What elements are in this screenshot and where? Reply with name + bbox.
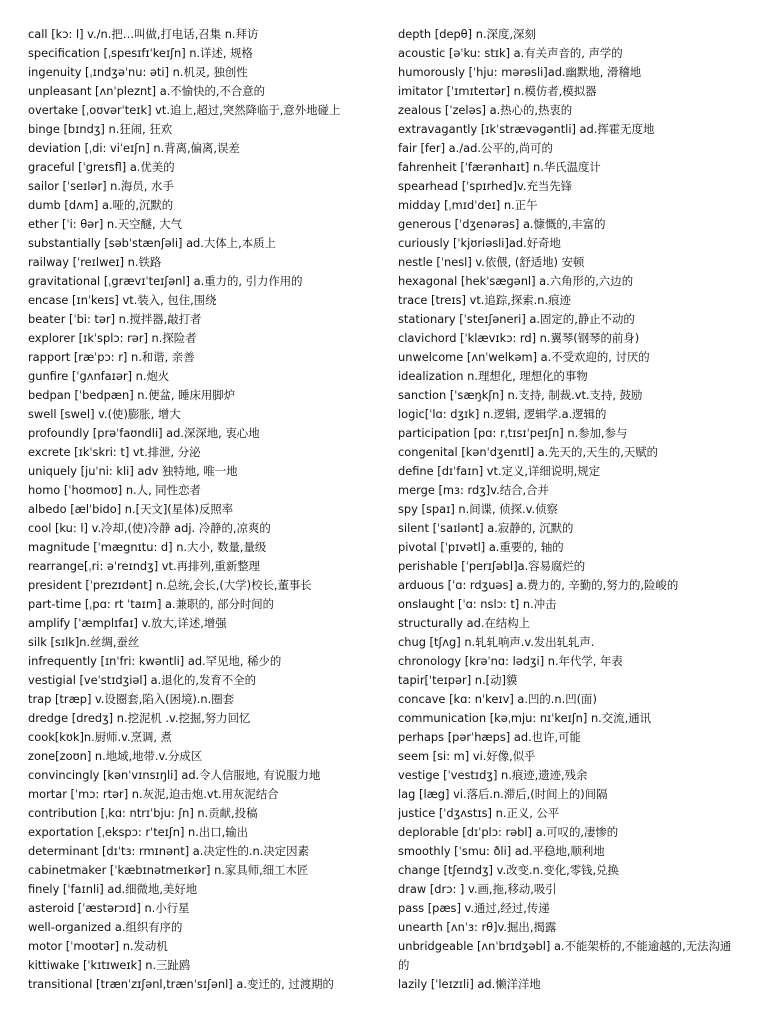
vocab-entry: draw [drɔ: ] v.画,拖,移动,吸引 (398, 882, 557, 896)
vocab-entry: nestle [ˈnesl] v.依偎, (舒适地) 安顿 (398, 255, 585, 269)
vocab-entry: fair [fer] a./ad.公平的,尚可的 (398, 141, 553, 155)
vocab-entry: silk [sɪlk]n.丝绸,蚕丝 (28, 635, 140, 649)
vocab-entry: graceful [ˈgreɪsfl] a.优美的 (28, 160, 175, 174)
vocab-entry: change [tʃeɪndʒ] v.改变.n.变化,零钱,兑换 (398, 863, 619, 877)
vocab-entry: spy [spaɪ] n.间谍, 侦探.v.侦察 (398, 502, 558, 516)
vocab-entry: rapport [ræˈpɔ: r] n.和谐, 亲善 (28, 350, 195, 364)
vocab-entry: acoustic [əˈku: stɪk] a.有关声音的, 声学的 (398, 46, 623, 60)
vocab-entry: onslaught [ˈɑ: nslɔ: t] n.冲击 (398, 597, 557, 611)
vocab-entry: gravitational [ˌgrævɪˈteɪʃənl] a.重力的, 引力作用的 (28, 274, 303, 288)
vocab-entry: beater [ˈbi: tər] n.搅拌器,敲打者 (28, 312, 202, 326)
vocab-entry: explorer [ɪkˈsplɔ: rər] n.探险者 (28, 331, 197, 345)
vocab-entry: concave [kɑ: nˈkeɪv] a.凹的.n.凹(面) (398, 692, 597, 706)
vocab-entry: call [kɔ: l] v./n.把…叫做,打电话,召集 n.拜访 (28, 27, 259, 41)
vocab-entry: justice [ˈdʒʌstɪs] n.正义, 公平 (398, 806, 560, 820)
vocab-entry: rearrange[ˌri: əˈreɪndʒ] vt.再排列,重新整理 (28, 559, 260, 573)
vocab-entry: determinant [dɪˈtɜ: rmɪnənt] a.决定性的.n.决定因素 (28, 844, 309, 858)
vocab-entry: amplify [ˈæmplɪfaɪ] v.放大,详述,增强 (28, 616, 227, 630)
vocab-entry: clavichord [ˈklævɪkɔ: rd] n.翼琴(钢琴的前身) (398, 331, 640, 345)
vocab-entry: kittiwake [ˈkɪtɪweɪk] n.三趾鸥 (28, 958, 191, 972)
vocab-entry: magnitude [ˈmægnɪtu: d] n.大小, 数量,量级 (28, 540, 267, 554)
vocab-entry: pivotal [ˈpɪvətl] a.重要的, 轴的 (398, 540, 564, 554)
vocab-entry: mortar [ˈmɔ: rtər] n.灰泥,迫击炮.vt.用灰泥结合 (28, 787, 279, 801)
vocab-entry: unpleasant [ʌnˈpleznt] a.不愉快的,不合意的 (28, 84, 266, 98)
vocab-entry: swell [swel] v.(使)膨胀, 增大 (28, 407, 181, 421)
vocab-entry: lazily [ˈleɪzɪli] ad.懒洋洋地 (398, 977, 541, 991)
vocab-entry: tapir[ˈteɪpər] n.[动]貘 (398, 673, 518, 687)
vocab-entry: homo [ˈhoʊmoʊ] n.人, 同性恋者 (28, 483, 201, 497)
vocab-entry: pass [pæs] v.通过,经过,传递 (398, 901, 550, 915)
vocab-entry: midday [ˌmɪdˈdeɪ] n.正午 (398, 198, 538, 212)
vocab-entry: generous [ˈdʒenərəs] a.慷慨的,丰富的 (398, 217, 606, 231)
vocab-entry: profoundly [prəˈfaʊndli] ad.深深地, 衷心地 (28, 426, 260, 440)
vocab-entry: unwelcome [ʌnˈwelkəm] a.不受欢迎的, 讨厌的 (398, 350, 650, 364)
vocab-entry: exportation [ˌekspɔ: rˈteɪʃn] n.出口,输出 (28, 825, 249, 839)
vocab-entry: communication [kəˌmju: nɪˈkeɪʃn] n.交流,通讯 (398, 711, 651, 725)
vocab-entry: perishable [ˈperɪʃəbl]a.容易腐烂的 (398, 559, 586, 573)
vocab-entry: chug [tʃʌg] n.轧轧响声.v.发出轧轧声. (398, 635, 595, 649)
vocab-entry: cook[kʊk]n.厨师.v.烹调, 煮 (28, 730, 173, 744)
vocab-entry: sailor [ˈseɪlər] n.海员, 水手 (28, 179, 174, 193)
left-column (28, 25, 376, 994)
vocab-entry: hexagonal [hekˈsægənl] a.六角形的,六边的 (398, 274, 634, 288)
vocab-entry: cabinetmaker [ˈkæbɪnətmeɪkər] n.家具师,细工木匠 (28, 863, 309, 877)
vocab-entry: idealization n.理想化, 理想化的事物 (398, 369, 588, 383)
vocab-entry: unearth [ʌnˈɜ: rθ]v.掘出,揭露 (398, 920, 557, 934)
vocab-entry: structurally ad.在结构上 (398, 616, 530, 630)
vocab-entry: smoothly [ˈsmu: ðli] ad.平稳地,顺利地 (398, 844, 605, 858)
vocab-entry: excrete [ɪkˈskri: t] vt.排泄, 分泌 (28, 445, 201, 459)
vocab-entry: deviation [ˌdi: viˈeɪʃn] n.背离,偏离,误差 (28, 141, 240, 155)
vocab-entry: trap [træp] v.设圈套,陷入(困境).n.圈套 (28, 692, 235, 706)
vocab-entry: infrequently [ɪnˈfri: kwəntli] ad.罕见地, 稀少的 (28, 654, 282, 668)
vocab-entry: albedo [ælˈbido] n.[天文](星体)反照率 (28, 502, 234, 516)
vocab-entry: humorously [ˈhju: mərəsli]ad.幽默地, 滑稽地 (398, 65, 642, 79)
vocab-entry: binge [bɪndʒ] n.狂闹, 狂欢 (28, 122, 173, 136)
vocab-entry: ether [ˈi: θər] n.天空醚, 大气 (28, 217, 182, 231)
vocab-entry: substantially [səbˈstænʃəli] ad.大体上,本质上 (28, 236, 276, 250)
vocab-entry: 的 (398, 958, 410, 972)
vocab-entry: lag [læg] vi.落后.n.滞后,(时间上的)间隔 (398, 787, 608, 801)
vocab-entry: motor [ˈmoʊtər] n.发动机 (28, 939, 168, 953)
right-column (398, 25, 748, 994)
vocab-entry: overtake [ˌoʊvərˈteɪk] vt.追上,超过,突然降临于,意外地碰上 (28, 103, 341, 117)
vocab-entry: contribution [ˌkɑ: ntrɪˈbju: ʃn] n.贡献,投稿 (28, 806, 258, 820)
vocab-entry: trace [treɪs] vt.追踪,探索.n.痕迹 (398, 293, 571, 307)
vocab-entry: zealous [ˈzeləs] a.热心的,热衷的 (398, 103, 573, 117)
vocab-entry: fahrenheit [ˈfærənhaɪt] n.华氏温度计 (398, 160, 601, 174)
vocab-entry: logic[ˈlɑ: dʒɪk] n.逻辑, 逻辑学.a.逻辑的 (398, 407, 607, 421)
vocab-entry: deplorable [dɪˈplɔ: rəbl] a.可叹的,凄惨的 (398, 825, 619, 839)
vocab-entry: spearhead [ˈspɪrhed]v.充当先锋 (398, 179, 573, 193)
vocab-entry: imitator [ˈɪmɪteɪtər] n.模仿者,模拟器 (398, 84, 597, 98)
vocab-entry: merge [mɜ: rdʒ]v.结合,合并 (398, 483, 549, 497)
vocab-entry: well-organized a.组织有序的 (28, 920, 183, 934)
vocab-entry: dumb [dʌm] a.哑的,沉默的 (28, 198, 174, 212)
vocab-entry: chronology [krəˈnɑ: lədʒi] n.年代学, 年表 (398, 654, 623, 668)
vocab-entry: perhaps [pərˈhæps] ad.也许,可能 (398, 730, 581, 744)
vocab-entry: stationary [ˈsteɪʃəneri] a.固定的,静止不动的 (398, 312, 635, 326)
vocab-entry: gunfire [ˈgʌnfaɪər] n.炮火 (28, 369, 170, 383)
vocab-entry: zone[zoʊn] n.地域,地带.v.分成区 (28, 749, 203, 763)
vocab-entry: bedpan [ˈbedpæn] n.便盆, 睡床用脚炉 (28, 388, 236, 402)
vocab-entry: unbridgeable [ʌnˈbrɪdʒəbl] a.不能架桥的,不能逾越的,无法沟通 (398, 939, 732, 953)
vocab-entry: part-time [ˌpɑ: rt ˈtaɪm] a.兼职的, 部分时间的 (28, 597, 275, 611)
vocab-entry: encase [ɪnˈkeɪs] vt.装入, 包住,围绕 (28, 293, 217, 307)
vocab-entry: seem [si: m] vi.好像,似乎 (398, 749, 536, 763)
vocab-entry: specification [ˌspesɪfɪˈkeɪʃn] n.详述, 规格 (28, 46, 253, 60)
vocab-entry: president [ˈprezɪdənt] n.总统,会长,(大学)校长,董事长 (28, 578, 312, 592)
vocab-entry: sanction [ˈsæŋkʃn] n.支持, 制裁.vt.支持, 鼓励 (398, 388, 643, 402)
vocab-entry: extravagantly [ɪkˈstrævəgəntli] ad.挥霍无度地 (398, 122, 655, 136)
vocab-entry: finely [ˈfaɪnli] ad.细微地,美好地 (28, 882, 198, 896)
vocab-entry: cool [ku: l] v.冷却,(使)冷静 adj. 冷静的,凉爽的 (28, 521, 271, 535)
vocab-entry: arduous [ˈɑ: rdʒuəs] a.费力的, 辛勤的,努力的,险峻的 (398, 578, 679, 592)
vocab-entry: transitional [trænˈzɪʃənl,trænˈsɪʃənl] a.变迁的, 过渡期的 (28, 977, 334, 991)
vocab-entry: define [dɪˈfaɪn] vt.定义,详细说明,规定 (398, 464, 601, 478)
vocab-entry: depth [depθ] n.深度,深刻 (398, 27, 536, 41)
vocab-entry: vestige [ˈvestɪdʒ] n.痕迹,遗迹,残余 (398, 768, 588, 782)
vocab-entry: curiously [ˈkjʊriəsli]ad.好奇地 (398, 236, 561, 250)
vocab-entry: vestigial [veˈstɪdʒiəl] a.退化的,发育不全的 (28, 673, 256, 687)
vocab-entry: participation [pɑ: rˌtɪsɪˈpeɪʃn] n.参加,参与 (398, 426, 628, 440)
vocab-entry: congenital [kənˈdʒenɪtl] a.先天的,天生的,天赋的 (398, 445, 659, 459)
vocab-entry: uniquely [juˈni: kli] adv 独特地, 唯一地 (28, 464, 238, 478)
vocab-entry: dredge [dredʒ] n.挖泥机 .v.挖掘,努力回忆 (28, 711, 251, 725)
vocab-entry: convincingly [kənˈvɪnsɪŋli] ad.令人信服地, 有说服力地 (28, 768, 321, 782)
vocab-entry: railway [ˈreɪlweɪ] n.铁路 (28, 255, 162, 269)
vocab-entry: asteroid [ˈæstərɔɪd] n.小行星 (28, 901, 190, 915)
vocab-entry: ingenuity [ˌɪndʒəˈnu: əti] n.机灵, 独创性 (28, 65, 248, 79)
vocab-entry: silent [ˈsaɪlənt] a.寂静的, 沉默的 (398, 521, 574, 535)
